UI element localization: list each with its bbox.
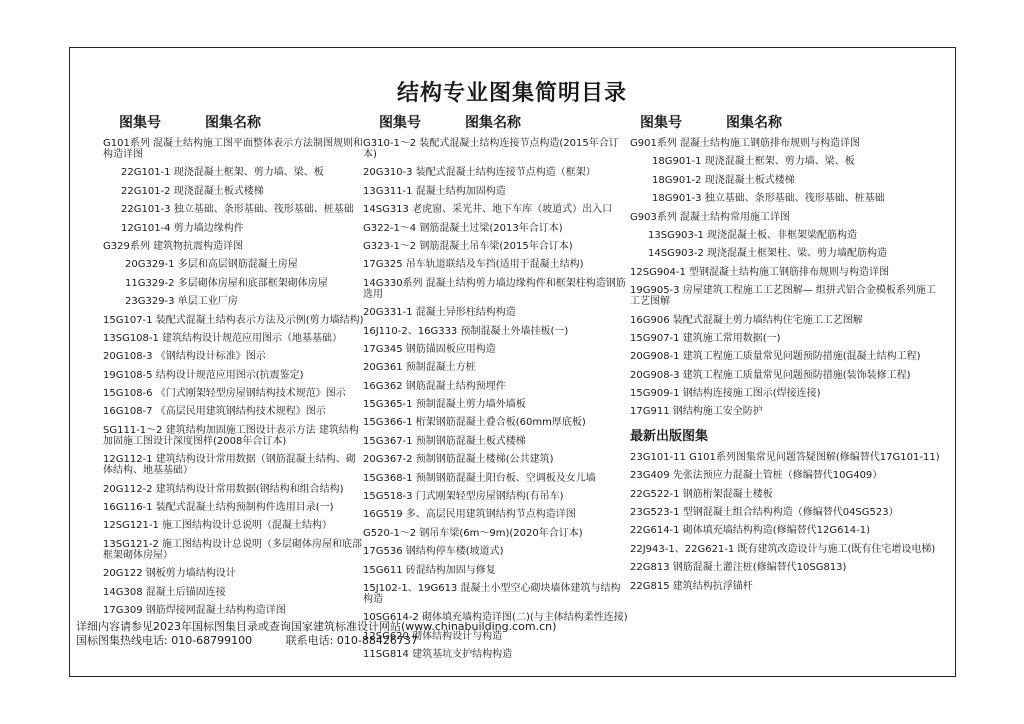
atlas-item: 14SG903-2 现浇混凝土框架柱、梁、剪力墙配筋构造 [648,248,888,260]
footer-phones [76,634,556,648]
atlas-list [630,138,940,417]
atlas-item: 22G101-1 现浇混凝土框架、剪力墙、梁、板 [121,167,324,179]
atlas-item: 18G901-3 独立基础、条形基础、筏形基础、桩基础 [652,193,885,205]
header-atlas-number: 图集号 [379,115,421,131]
atlas-item: 15G365-1 预制混凝土剪力墙外墙板 [363,399,526,411]
new-releases-title: 最新出版图集 [630,428,709,444]
atlas-item: 20G329-1 多层和高层钢筋混凝土房屋 [125,259,298,271]
atlas-item: SG111-1～2 建筑结构加固施工图设计表示方法 建筑结构加固施工图设计深度图样(2008年合订本) [103,424,359,447]
atlas-item: 13SG108-1 建筑结构设计规范应用图示（地基基础） [103,332,343,344]
atlas-item: 19G108-5 结构设计规范应用图示(抗震鉴定) [103,369,304,381]
atlas-item: 17G345 钢筋锚固板应用构造 [363,343,496,355]
atlas-item: 15G368-1 预制钢筋混凝土阳台板、空调板及女儿墙 [363,472,596,484]
atlas-item: 20G108-3 《钢结构设计标准》图示 [103,351,266,363]
atlas-item: G101系列 混凝土结构施工图平面整体表示方法制图规则和构造详图 [103,138,364,160]
hotline-phone: 国标图集热线电话: 010-68799100 [76,634,253,647]
atlas-item: 14SG313 老虎窗、采光井、地下车库（坡道式）出入口 [363,204,613,216]
atlas-item: 20G310-3 装配式混凝土结构连接节点构造（框架） [363,167,596,179]
atlas-item: G520-1～2 钢吊车梁(6m～9m)(2020年合订本) [363,527,583,539]
footer-reference: 详细内容请参见2023年国标图集目录或查询国家建筑标准设计网站(www.chinabuilding.com.cn) [76,620,557,633]
header-atlas-number: 图集号 [119,115,161,131]
atlas-item: 15G107-1 装配式混凝土结构表示方法及示例(剪力墙结构) [103,314,364,326]
atlas-item: 20G122 钢板剪力墙结构设计 [103,568,236,580]
atlas-item: 16G116-1 装配式混凝土结构预制构件选用目录(一) [103,502,334,514]
atlas-item: 22G815 建筑结构抗浮锚杆 [630,580,753,592]
catalog-column-1 [103,112,365,623]
atlas-item: 10SG614-2 砌体填充墙构造详图(二)(与主体结构柔性连接) [363,612,628,624]
atlas-item: 16J110-2、16G333 预制混凝土外墙挂板(一) [363,325,569,337]
atlas-item: 17G309 钢筋焊接网混凝土结构构造详图 [103,604,286,616]
atlas-item: 22G522-1 钢筋桁架混凝土楼板 [630,488,773,500]
atlas-item: G901系列 混凝土结构施工钢筋排布规则与构造详图 [630,138,861,149]
atlas-item: 11G329-2 多层砌体房屋和底部框架砌体房屋 [125,277,328,289]
footer [76,620,556,648]
atlas-item: 20G112-2 建筑结构设计常用数据(钢结构和组合结构) [103,483,344,495]
atlas-list [363,138,629,660]
header-atlas-number: 图集号 [640,115,682,131]
atlas-item: 20G331-1 混凝土异形柱结构构造 [363,307,516,319]
header-atlas-name: 图集名称 [465,115,521,131]
atlas-item: 13G311-1 混凝土结构加固构造 [363,185,506,197]
atlas-item: 13SG903-1 现浇混凝土板、非框架梁配筋构造 [648,229,858,241]
atlas-item: G329系列 建筑物抗震构造详图 [103,240,244,252]
page-title: 结构专业图集简明目录 [396,81,627,106]
atlas-item: 12SG620 砌体结构设计与构造 [363,630,503,642]
atlas-item: 11SG814 建筑基坑支护结构构造 [363,649,513,661]
atlas-item: 22G614-1 砌体填充墙结构构造(修编替代12G614-1) [630,525,871,537]
atlas-item: 22J943-1、22G621-1 既有建筑改造设计与施工(既有住宅增设电梯) [630,543,936,555]
atlas-item: 12G101-4 剪力墙边缘构件 [121,222,244,234]
atlas-item: 23G329-3 单层工业厂房 [125,296,238,308]
atlas-item: 22G101-2 现浇混凝土板式楼梯 [121,185,264,197]
atlas-item: 15G366-1 桁架钢筋混凝土叠合板(60mm厚底板) [363,417,586,429]
atlas-item: 14G330系列 混凝土结构剪力墙边缘构件和框架柱构造钢筋选用 [363,277,626,300]
atlas-item: 16G906 装配式混凝土剪力墙结构住宅施工工艺图解 [630,314,863,326]
new-releases-list [630,452,940,592]
catalog-column-3 [630,112,940,599]
atlas-item: G322-1～4 钢筋混凝土过梁(2013年合订本) [363,222,563,234]
column-header [379,112,629,138]
atlas-item: 12SG904-1 型钢混凝土结构施工钢筋排布规则与构造详图 [630,266,890,278]
header-atlas-name: 图集名称 [726,115,782,131]
atlas-item: 23G409 先张法预应力混凝土管桩（修编替代10G409） [630,470,883,482]
atlas-item: 12G112-1 建筑结构设计常用数据（钢筋混凝土结构、砌体结构、地基基础） [103,454,356,477]
atlas-item: 20G908-1 建筑工程施工质量常见问题预防措施(混凝土结构工程) [630,351,921,363]
atlas-item: 19G905-3 房屋建筑工程施工工艺图解— 组拼式铝合金模板系列施工工艺图解 [630,285,936,308]
catalog-column-2 [363,112,629,668]
atlas-item: 17G536 钢结构停车楼(坡道式) [363,546,504,558]
atlas-item: 18G901-2 现浇混凝土板式楼梯 [652,174,795,186]
atlas-item: 15G108-6 《门式刚架轻型房屋钢结构技术规范》图示 [103,388,346,400]
atlas-item: 17G325 吊车轨道联结及车挡(适用于混凝土结构) [363,259,584,271]
atlas-item: G323-1～2 钢筋混凝土吊车梁(2015年合订本) [363,240,573,252]
atlas-item: 16G108-7 《高层民用建筑钢结构技术规程》图示 [103,406,326,418]
atlas-item: G310-1～2 装配式混凝土结构连接节点构造(2015年合订本) [363,138,619,160]
atlas-item: 20G367-2 预制钢筋混凝土楼梯(公共建筑) [363,454,554,466]
atlas-item: 15G518-3 门式刚架轻型房屋钢结构(有吊车) [363,491,564,503]
header-atlas-name: 图集名称 [205,115,261,131]
atlas-item: 15G367-1 预制钢筋混凝土板式楼梯 [363,435,526,447]
atlas-item: 23G101-11 G101系列图集常见问题答疑图解(修编替代17G101-11) [630,451,940,463]
atlas-item: 15G907-1 建筑施工常用数据(一) [630,332,781,344]
contact-phone: 联系电话: 010-88426737 [285,634,418,647]
atlas-item: 16G362 钢筋混凝土结构预埋件 [363,380,506,392]
atlas-item: 22G813 钢筋混凝土灌注桩(修编替代10SG813) [630,562,847,574]
atlas-item: 22G101-3 独立基础、条形基础、筏形基础、桩基础 [121,204,354,216]
atlas-list [103,138,365,616]
atlas-item: 15G611 砖混结构加固与修复 [363,564,496,576]
column-header [119,112,365,138]
atlas-item: 18G901-1 现浇混凝土框架、剪力墙、梁、板 [652,156,855,168]
atlas-item: 14G308 混凝土后锚固连接 [103,586,226,598]
atlas-item: G903系列 混凝土结构常用施工详图 [630,211,791,223]
atlas-item: 16G519 多、高层民用建筑钢结构节点构造详图 [363,509,576,521]
atlas-item: 20G361 预制混凝土方桩 [363,362,476,374]
column-header [640,112,940,138]
atlas-item: 17G911 钢结构施工安全防护 [630,406,763,418]
atlas-item: 15J102-1、19G613 混凝土小型空心砌块墙体建筑与结构构造 [363,582,621,605]
atlas-item: 15G909-1 钢结构连接施工图示(焊接连接) [630,388,821,400]
atlas-item: 23G523-1 型钢混凝土组合结构构造（修编替代04SG523） [630,507,899,519]
atlas-item: 13SG121-2 施工图结构设计总说明（多层砌体房屋和底部框架砌体房屋） [103,538,363,561]
atlas-item: 20G908-3 建筑工程施工质量常见问题预防措施(装饰装修工程) [630,369,911,381]
atlas-item: 12SG121-1 施工图结构设计总说明（混凝土结构） [103,520,333,532]
